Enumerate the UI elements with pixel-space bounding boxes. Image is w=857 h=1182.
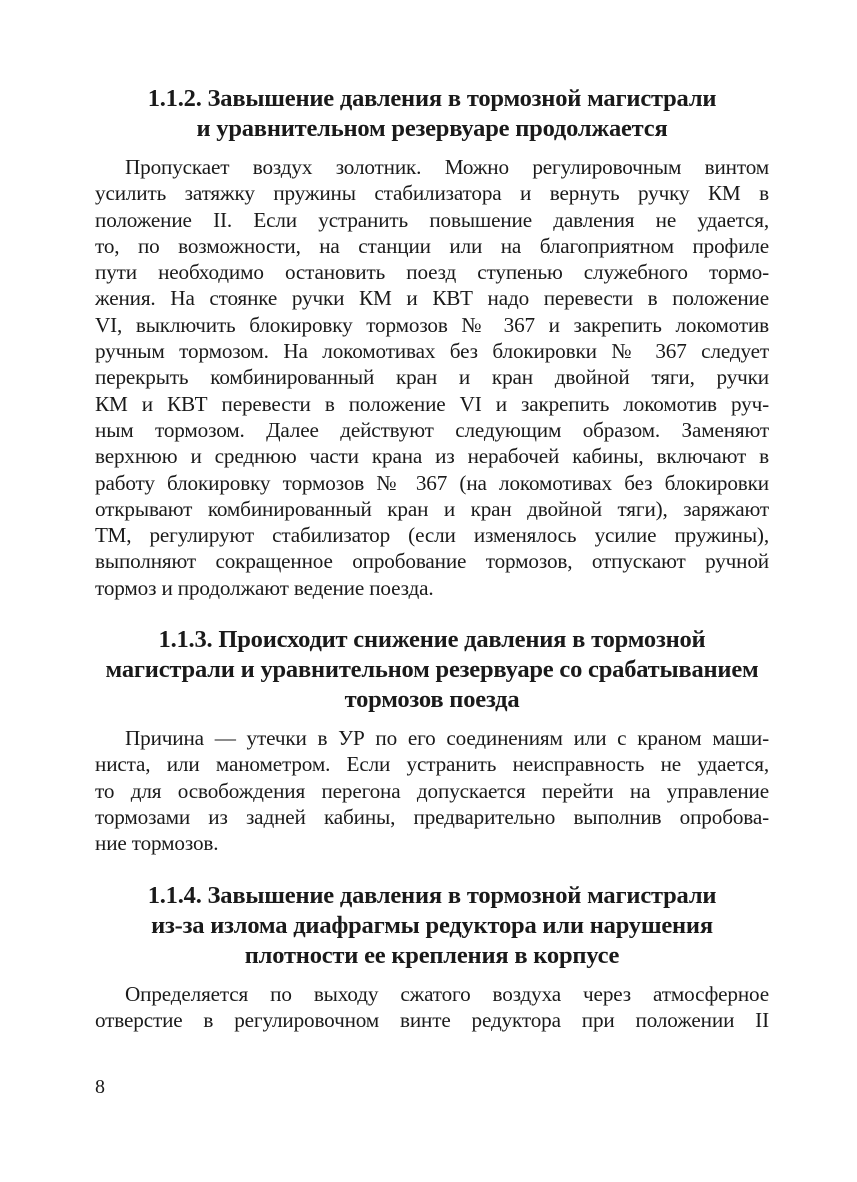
body-line: ние тормозов. [95, 831, 219, 856]
section-body-1-1-2 [95, 154, 769, 601]
heading-line: тормозов поезда [344, 686, 520, 714]
body-line: тормозами из задней кабины, предварительно выполнив опробова- [95, 804, 769, 829]
section-heading-1-1-3 [95, 625, 769, 715]
body-line: перекрыть комбинированный кран и кран двойной тяги, ручки [95, 365, 769, 390]
body-line: ТМ, регулируют стабилизатор (если изменялось усилие пружины), [95, 523, 769, 548]
heading-line: 1.1.2. Завышение давления в тормозной магистрали [147, 85, 717, 112]
body-line: открывают комбинированный кран и кран двойной тяги), заряжают [95, 496, 769, 521]
heading-line: магистрали и уравнительном резервуаре со срабатыванием [105, 656, 759, 684]
section-heading-1-1-2 [95, 84, 769, 144]
body-line: то, по возможности, на станции или на благоприятном профиле [95, 233, 769, 258]
body-line: Причина — утечки в УР по его соединениям или с краном маши- [125, 726, 769, 751]
page-number: 8 [95, 1076, 105, 1098]
heading-line: из-за излома диафрагмы редуктора или нарушения [151, 911, 713, 939]
body-line: ниста, или манометром. Если устранить неисправность не удается, [95, 752, 769, 777]
body-line: работу блокировку тормозов № 367 (на локомотивах без блокировки [95, 470, 769, 495]
body-line: КМ и КВТ перевести в положение VI и закрепить локомотив руч- [95, 391, 769, 416]
body-line: верхнюю и среднюю части крана из нерабочей кабины, включают в [95, 444, 769, 469]
heading-line: 1.1.3. Происходит снижение давления в тормозной [158, 626, 706, 654]
body-line: тормоз и продолжают ведение поезда. [95, 575, 434, 600]
heading-line: и уравнительном резервуаре продолжается [196, 115, 668, 142]
heading-line: 1.1.4. Завышение давления в тормозной магистрали [147, 881, 717, 909]
body-line: ручным тормозом. На локомотивах без блокировки № 367 следует [95, 339, 769, 364]
body-line: жения. На стоянке ручки КМ и КВТ надо перевести в положение [95, 286, 769, 311]
body-line: усилить затяжку пружины стабилизатора и вернуть ручку КМ в [95, 181, 769, 206]
section-body-1-1-3 [95, 725, 769, 856]
body-line: ным тормозом. Далее действуют следующим образом. Заменяют [95, 417, 769, 442]
body-line: VI, выключить блокировку тормозов № 367 и закрепить локомотив [95, 312, 769, 337]
body-line: Определяется по выходу сжатого воздуха через атмосферное [125, 981, 769, 1006]
body-line: отверстие в регулировочном винте редуктора при положении II [95, 1007, 769, 1032]
page-content [95, 84, 769, 1033]
body-line: то для освобождения перегона допускается перейти на управление [95, 778, 769, 803]
body-line: выполняют сокращенное опробование тормозов, отпускают ручной [95, 549, 769, 574]
body-line: положение II. Если устранить повышение давления не удается, [95, 207, 769, 232]
body-line: Пропускает воздух золотник. Можно регулировочным винтом [125, 155, 769, 179]
section-heading-1-1-4 [95, 881, 769, 971]
body-line: пути необходимо остановить поезд ступенью служебного тормо- [95, 260, 769, 285]
section-body-1-1-4 [95, 981, 769, 1034]
heading-line: плотности ее крепления в корпусе [244, 941, 620, 969]
